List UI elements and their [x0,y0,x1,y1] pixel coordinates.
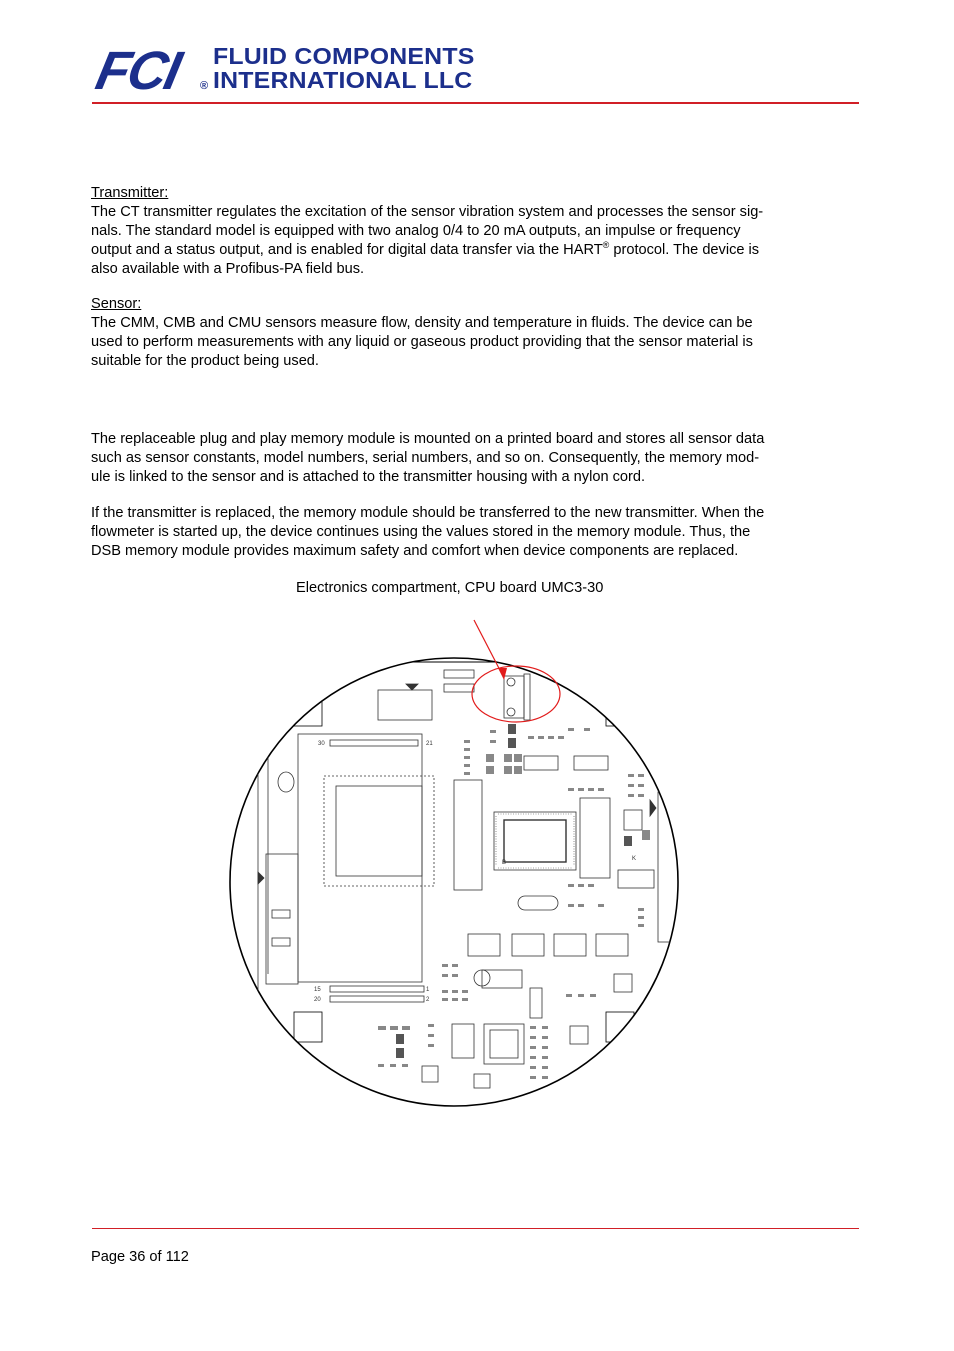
transmitter-section [91,184,841,279]
transmitter-line: also available with a Profibus-PA field bus. [91,261,365,277]
silk-label-30: 30 [318,741,325,747]
logo-mark: FCI [90,41,185,101]
registered-mark: ® [602,240,610,251]
silk-label-20: 20 [314,997,321,1003]
cpu-board-drawing [228,614,728,1114]
silk-label-15: 15 [314,987,321,993]
logo-registered-mark: ® [200,80,209,92]
board-components [258,662,698,1088]
pointer-arrow-head [498,668,507,680]
transmitter-line: The CT transmitter regulates the excitation of the sensor vibration system and processes the sensor sig- [91,204,764,220]
transmitter-line: nals. The standard model is equipped with two analog 0/4 to 20 mA outputs, an impulse or frequency [91,223,741,239]
sensor-line: suitable for the product being used. [91,353,319,369]
sensor-line: used to perform measurements with any liquid or gaseous product providing that the sensor material is [91,334,753,350]
header-rule [92,102,859,104]
company-logo [90,41,492,101]
company-name [213,44,475,92]
page-number: Page 36 of 112 [91,1249,189,1265]
figure-caption: Electronics compartment, CPU board UMC3-30 [296,580,604,596]
silk-label-b: B [502,860,507,866]
memory-paragraph-2: If the transmitter is replaced, the memory module should be transferred to the new transmitter. When the flowmeter is started up, the device continues using the values stored in the memory module. Thus, the DSB memory module provides maximum safety and comfort when device components are replaced. [91,505,765,559]
silk-label-2: 2 [426,997,430,1003]
silk-label-k: K [632,856,637,862]
silk-label-21: 21 [426,741,433,747]
company-name-line2: INTERNATIONAL LLC [213,67,473,93]
memory-module-highlight [472,666,560,722]
silk-label-1: 1 [426,987,430,993]
sensor-heading: Sensor: [91,296,142,312]
sensor-section [91,295,841,371]
footer-rule [92,1228,859,1229]
company-name-line1: FLUID COMPONENTS [213,43,475,69]
sensor-line: The CMM, CMB and CMU sensors measure flow, density and temperature in fluids. The device can be [91,315,753,331]
transmitter-line: output and a status output, and is enabled for digital data transfer via the HART® protocol. The device is [91,240,760,258]
transmitter-heading: Transmitter: [91,185,169,201]
memory-paragraph-1: The replaceable plug and play memory module is mounted on a printed board and stores all sensor data such as sensor constants, model numbers, serial numbers, and so on. Consequently, the memory mod- ule is linked to the sensor and is attached to the transmitter housing with a nylon cord. [91,431,765,485]
